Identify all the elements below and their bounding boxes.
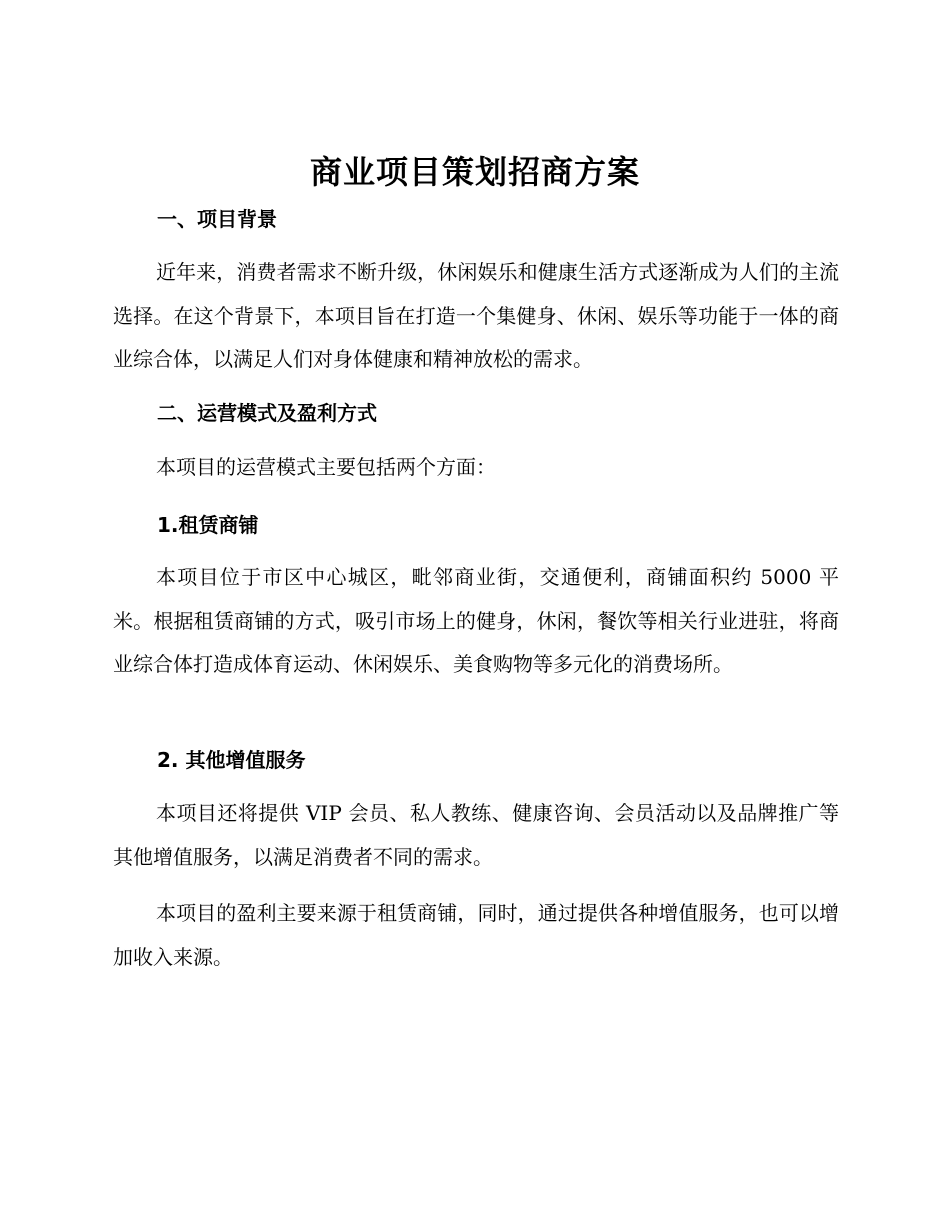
paragraph-leasing: 本项目位于市区中心城区，毗邻商业街，交通便利，商铺面积约 5000 平米。根据租赁商铺的方式，吸引市场上的健身，休闲，餐饮等相关行业进驻，将商业综合体打造成体育运动、休闲娱乐、美食购物等多元化的消费场所。 (113, 565, 839, 676)
paragraph-background: 近年来，消费者需求不断升级，休闲娱乐和健康生活方式逐渐成为人们的主流选择。在这个背景下，本项目旨在打造一个集健身、休闲、娱乐等功能于一体的商业综合体，以满足人们对身体健康和精神放松的需求。 (113, 260, 839, 371)
subheading-value-added: 2. 其他增值服务 (157, 748, 306, 772)
paragraph-profit: 本项目的盈利主要来源于租赁商铺，同时，通过提供各种增值服务，也可以增加收入来源。 (113, 901, 839, 969)
paragraph-operation-intro: 本项目的运营模式主要包括两个方面： (156, 455, 496, 479)
document-title: 商业项目策划招商方案 (309, 153, 640, 191)
section-heading-operation: 二、运营模式及盈利方式 (157, 401, 377, 425)
section-heading-background: 一、项目背景 (157, 207, 277, 231)
subheading-leasing: 1.租赁商铺 (157, 513, 259, 537)
paragraph-value-added: 本项目还将提供 VIP 会员、私人教练、健康咨询、会员活动以及品牌推广等其他增值服务，以满足消费者不同的需求。 (113, 801, 839, 869)
